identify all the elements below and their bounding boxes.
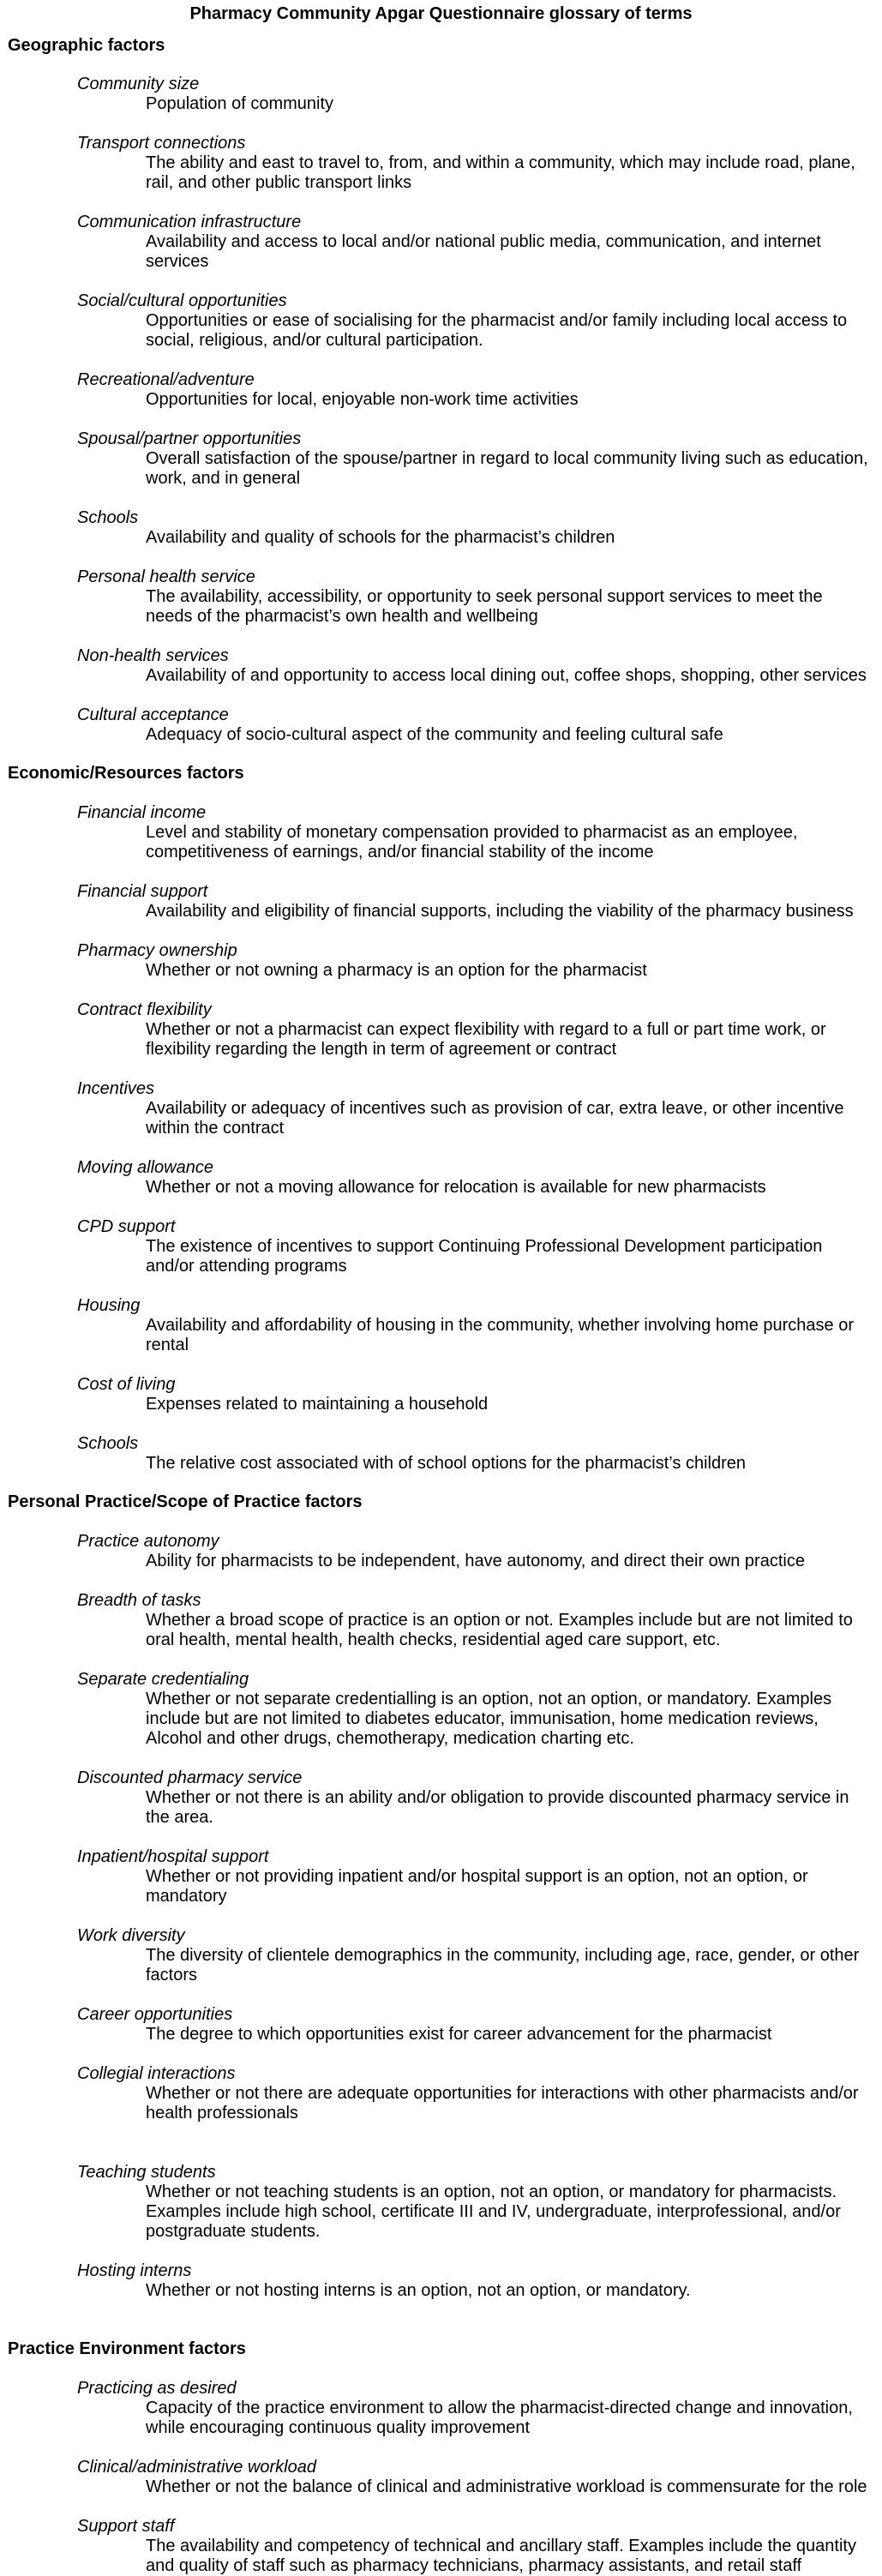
definition-housing: Availability and affordability of housing in the community, whether involving home purchase or rental [146, 1316, 855, 1354]
term-separate-credentialing: Separate credentialing [77, 1670, 249, 1689]
section-heading-geographic: Geographic factors [8, 36, 165, 55]
term-teaching-students: Teaching students [77, 2163, 216, 2182]
definition-transport-connections: The ability and east to travel to, from, and within a community, which may include road, plane, rail, and other public transport links [146, 153, 855, 192]
definition-separate-credentialing: Whether or not separate credentialling is an option, not an option, or mandatory. Examples include but are not limited to diabetes educator, immunisation, home medication reviews, Alcohol and other drugs, chemotherapy, medication charting etc. [146, 1690, 832, 1748]
term-schools-geographic: Schools [77, 508, 139, 527]
definition-collegial-interactions: Whether or not there are adequate opportunities for interactions with other pharmacists and/or health professionals [146, 2084, 859, 2123]
term-work-diversity: Work diversity [77, 1926, 185, 1945]
definition-recreational-adventure: Opportunities for local, enjoyable non-work time activities [146, 390, 579, 409]
term-contract-flexibility: Contract flexibility [77, 1000, 212, 1019]
term-pharmacy-ownership: Pharmacy ownership [77, 941, 237, 960]
definition-spousal-partner-opportunities: Overall satisfaction of the spouse/partner in regard to local community living such as education, work, and in general [146, 449, 868, 488]
term-communication-infrastructure: Communication infrastructure [77, 213, 302, 231]
term-inpatient-hospital-support: Inpatient/hospital support [77, 1847, 269, 1866]
definition-financial-support: Availability and eligibility of financial supports, including the viability of the pharmacy business [146, 902, 854, 921]
term-breadth-of-tasks: Breadth of tasks [77, 1591, 201, 1610]
definition-cultural-acceptance: Adequacy of socio-cultural aspect of the community and feeling cultural safe [146, 725, 723, 744]
definition-breadth-of-tasks: Whether a broad scope of practice is an option or not. Examples include but are not limited to oral health, mental health, health checks, residential aged care support, etc. [146, 1611, 853, 1649]
definition-cpd-support: The existence of incentives to support Continuing Professional Development participation and/or attending programs [146, 1237, 823, 1276]
definition-cost-of-living: Expenses related to maintaining a household [146, 1395, 489, 1414]
definition-communication-infrastructure: Availability and access to local and/or national public media, communication, and internet services [146, 232, 821, 271]
term-housing: Housing [77, 1296, 141, 1315]
term-social-cultural-opportunities: Social/cultural opportunities [77, 291, 287, 310]
term-practice-autonomy: Practice autonomy [77, 1532, 219, 1551]
term-cultural-acceptance: Cultural acceptance [77, 706, 229, 724]
term-moving-allowance: Moving allowance [77, 1158, 213, 1177]
term-incentives: Incentives [77, 1079, 155, 1098]
definition-pharmacy-ownership: Whether or not owning a pharmacy is an option for the pharmacist [146, 961, 647, 980]
definition-personal-health-service: The availability, accessibility, or opportunity to seek personal support services to meet the needs of the pharmacist’s own health and wellbeing [146, 587, 823, 626]
definition-work-diversity: The diversity of clientele demographics in the community, including age, race, gender, or other factors [146, 1946, 860, 1985]
term-cost-of-living: Cost of living [77, 1375, 176, 1394]
term-personal-health-service: Personal health service [77, 567, 255, 586]
definition-hosting-interns: Whether or not hosting interns is an option, not an option, or mandatory. [146, 2281, 691, 2300]
term-non-health-services: Non-health services [77, 646, 229, 665]
definition-contract-flexibility: Whether or not a pharmacist can expect flexibility with regard to a full or part time work, or flexibility regarding the length in term of agreement or contract [146, 1020, 826, 1059]
definition-practice-autonomy: Ability for pharmacists to be independent, have autonomy, and direct their own practice [146, 1552, 805, 1570]
term-transport-connections: Transport connections [77, 134, 246, 153]
term-recreational-adventure: Recreational/adventure [77, 370, 255, 389]
definition-support-staff: The availability and competency of technical and ancillary staff. Examples include the quantity and quality of staff such as pharmacy technicians, pharmacy assistants, and retail staff [146, 2537, 856, 2575]
term-schools-economic: Schools [77, 1434, 139, 1453]
term-collegial-interactions: Collegial interactions [77, 2064, 236, 2083]
definition-clinical-administrative-workload: Whether or not the balance of clinical and administrative workload is commensurate for the role [146, 2477, 867, 2496]
term-community-size: Community size [77, 75, 200, 93]
definition-non-health-services: Availability of and opportunity to access local dining out, coffee shops, shopping, other services [146, 666, 867, 685]
definition-community-size: Population of community [146, 94, 334, 113]
term-discounted-pharmacy-service: Discounted pharmacy service [77, 1768, 303, 1787]
definition-discounted-pharmacy-service: Whether or not there is an ability and/or obligation to provide discounted pharmacy service in the area. [146, 1788, 849, 1827]
term-support-staff: Support staff [77, 2517, 175, 2536]
definition-career-opportunities: The degree to which opportunities exist for career advancement for the pharmacist [146, 2025, 772, 2044]
definition-social-cultural-opportunities: Opportunities or ease of socialising for the pharmacist and/or family including local access to social, religious, and/or cultural participation. [146, 311, 848, 350]
definition-inpatient-hospital-support: Whether or not providing inpatient and/or hospital support is an option, not an option, or mandatory [146, 1867, 808, 1906]
term-financial-income: Financial income [77, 803, 207, 822]
term-cpd-support: CPD support [77, 1217, 176, 1236]
definition-incentives: Availability or adequacy of incentives such as provision of car, extra leave, or other incentive within the contract [146, 1099, 844, 1138]
section-heading-practice-environment: Practice Environment factors [8, 2339, 246, 2358]
document-title: Pharmacy Community Apgar Questionnaire glossary of terms [189, 4, 693, 23]
definition-schools-geographic: Availability and quality of schools for the pharmacist’s children [146, 528, 615, 547]
definition-practicing-as-desired: Capacity of the practice environment to allow the pharmacist-directed change and innovation, while encouraging continuous quality improvement [146, 2399, 853, 2437]
term-hosting-interns: Hosting interns [77, 2261, 192, 2280]
term-practicing-as-desired: Practicing as desired [77, 2379, 237, 2398]
definition-teaching-students: Whether or not teaching students is an option, not an option, or mandatory for pharmacists. Examples include high school, certificate III and IV, undergraduate, interprofessional, and/or postgraduate students. [146, 2183, 841, 2241]
section-heading-personal-practice: Personal Practice/Scope of Practice factors [8, 1492, 363, 1511]
definition-moving-allowance: Whether or not a moving allowance for relocation is available for new pharmacists [146, 1178, 766, 1197]
term-career-opportunities: Career opportunities [77, 2005, 233, 2024]
definition-financial-income: Level and stability of monetary compensation provided to pharmacist as an employee, competitiveness of earnings, and/or financial stability of the income [146, 823, 798, 862]
term-financial-support: Financial support [77, 882, 208, 901]
term-spousal-partner-opportunities: Spousal/partner opportunities [77, 429, 302, 448]
term-clinical-administrative-workload: Clinical/administrative workload [77, 2458, 316, 2477]
section-heading-economic: Economic/Resources factors [8, 764, 244, 783]
definition-schools-economic: The relative cost associated with of school options for the pharmacist’s children [146, 1454, 746, 1473]
